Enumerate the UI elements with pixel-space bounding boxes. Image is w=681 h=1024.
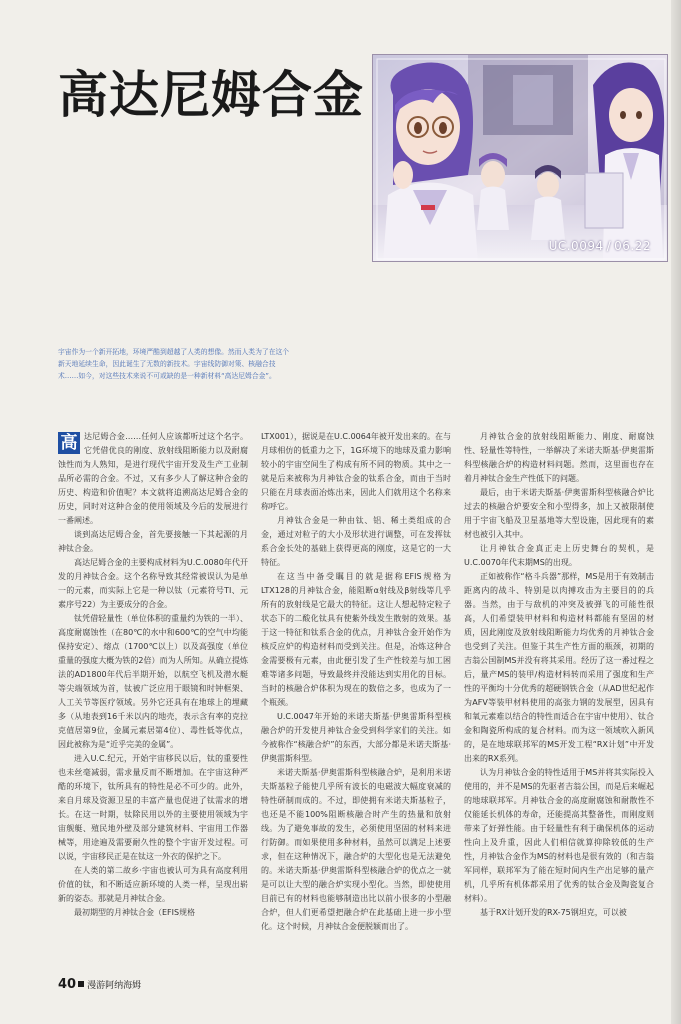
paragraph: U.C.0047年开始的米诺夫斯基·伊奥雷斯科型核融合炉的开发使月神钛合金受到科学家们的关注。如今被称作“核融合炉”的东西，大部分都是米诺夫斯基·伊奥雷斯科型。 <box>261 712 451 763</box>
page-title: 高达尼姆合金 <box>58 66 364 124</box>
column-3 <box>464 430 654 966</box>
paragraph-text: 达尼姆合金……任何人应该都听过这个名字。它凭借优良的刚度、放射线阻断能力以及耐腐蚀性而为人熟知，是进行现代宇宙开发及生产工业制品所必需的合金。不过，又有多少人了解这种合金的历史、构造和价值呢？本文就将追溯高达尼姆合金的历史，同时对这种合金的使用领域及今后的发展进行一番阐述。 <box>58 432 248 525</box>
paragraph: 正如被称作“格斗兵器”那样，MS是用于有效制击距离内的战斗、特别是以肉搏攻击为主要目的的兵器。当然，由于与敌机的冲突及被弹飞的可能性很高，人们希望装甲材料和构造材料都能有坚固的材质，因此刚度及放射线阻断能力均优秀的月神钛合金也受到了关注。但鉴于其生产性方面的瓶颈，初期的吉翁公国制MS并没有将其采用。经历了这一番过程之后，量产MS的装甲/构造材料转而采用了强度和生产性的平衡均十分优秀的超硬钢铁合金（从AD世纪起作为AFV等装甲材料使用的高张力钢的发展型，因具有和氧元素难以结合的特性而适合在宇宙中使用）、钛合金和陶瓷所构成的复合材料。而为这一领域吹入新风的，是在地球联邦军的MS开发工程“RX计划”中开发出来的RX系列。 <box>464 572 654 763</box>
paragraph: 月神钛合金是一种由钛、铝、稀土类组成的合金，通过对粒子的大小及形状进行调整，可在发挥钛系合金长处的基础上获得更高的刚度，这是它的一大特征。 <box>261 516 451 567</box>
dropcap: 高 <box>58 432 80 454</box>
square-bullet-icon <box>78 981 84 987</box>
article-body <box>58 430 654 966</box>
paragraph: 最初期型的月神钛合金（EFIS规格 <box>74 908 196 917</box>
anime-illustration <box>372 54 668 262</box>
paragraph: 最后，由于米诺夫斯基·伊奥雷斯科型核融合炉比过去的核融合炉要安全和小型得多，加上又被限制使用于宇宙飞船及卫星基地等大型设施，因此现有的素材也被引入其中。 <box>464 488 654 539</box>
caption-separator: / <box>606 239 612 253</box>
column-2 <box>261 430 451 966</box>
paragraph: LTX001），据说是在U.C.0064年被开发出来的。在与月球相仿的低重力之下，1G环境下的地球及重力影响较小的宇宙空间生了构成有所不同的物质。其中之一就是后来被称为月神钛合金的钛系合金，而由于当时只能在月球表面冶炼出来，因此人们就用这个名称来称呼它。 <box>261 432 451 511</box>
paragraph: 让月神钛合金真正走上历史舞台的契机，是U.C.0070年代末期MS的出现。 <box>464 544 654 567</box>
anime-characters-illustration <box>373 55 668 262</box>
paragraph: 基于RX计划开发的RX-75钢坦克，可以被 <box>480 908 627 917</box>
footer-label: 漫游阿纳海姆 <box>87 980 142 991</box>
paragraph: 在人类的第二故乡·宇宙也被认可为具有高度利用价值的钛，和不断适应新环境的人类一样，呈现出崭新的姿态。那就是月神钛合金。 <box>58 866 248 903</box>
paragraph <box>58 430 248 528</box>
paragraph: 月神钛合金的放射线阻断能力、刚度、耐腐蚀性、轻量性等特性，一举解决了米诺夫斯基·伊奥雷斯科型核融合炉的构造材料问题。然而，这里面也存在着月神钛合金生产性低下的问题。 <box>464 432 654 483</box>
paragraph: 谈到高达尼姆合金，首先要接触一下其起源的月神钛合金。 <box>58 530 248 553</box>
illustration-caption <box>549 239 651 253</box>
caption-uc: UC.0094 <box>548 239 604 253</box>
paragraph: 认为月神钛合金的特性适用于MS并将其实际投入使用的，并不是MS的先驱者吉翁公国，而是后来崛起的地球联邦军。月神钛合金的高度耐腐蚀和耐散性不仅能延长机体的寿命，还能提高其整备性，而刚度则带来了好弹性能。由于轻量性有利于确保机体的运动性向上及升重，因此人们相信就算抑除较低的生产性，月神钛合金作为MS的材料也是很有效的（和吉翁军同样，联邦军为了能在短时间内生产出足够的量产机，几乎所有机体都采用了优秀的钛合金及陶瓷复合材料）。 <box>464 768 654 903</box>
page-edge <box>671 0 681 1024</box>
column-1 <box>58 430 248 966</box>
intro-paragraph: 宇宙作为一个新开拓地，环境严酷到超越了人类的想像。然而人类为了在这个新天地延续生命，因此诞生了无数的新技术。宇宙线防御对策、核融合技术……如今，对这些技术来说不可或缺的是一种新材料“高达尼姆合金”。 <box>58 348 290 380</box>
paragraph: 在这当中备受瞩目的就是据称EFIS规格为LTX128的月神钛合金，能阻断α射线及β射线等几乎所有的放射线是它最大的特征。这让人想起特定粒子状态下的二酸化钛具有使紫外线发生散射的效果。基于这一特征和钛系合金的优点，月神钛合金开始作为核反应炉的构造材料而受到关注。但是，冶炼这种合金需要极有元素，由此便引发了生产性较差与加工困难等诸多问题，导致最终并没能达到实用化的目标。当时的核融合炉体积为现在的数倍之多，也成为了一个瓶颈。 <box>261 572 451 707</box>
page-number: 40 <box>58 976 77 992</box>
paragraph: 高达尼姆合金的主要构成材料为U.C.0080年代开发的月神钛合金。这个名称导致其经常被误认为是单一的元素，而实际上它是一种以钛（元素符号TI、元素序号22）为主要成分的合金。 <box>58 558 248 609</box>
paragraph: 米诺夫斯基·伊奥雷斯科型核融合炉，是利用米诺夫斯基粒子能使几乎所有波长的电磁波大幅度衰减的特性研制而成的。不过，即使拥有米诺夫斯基粒子，也还是不能100%阻断核融合时产生的热量和放射线。为了避免事故的发生，必须使用坚固的材料来进行防御。而如果使用多种材料，虽然可以满足上述要求，但在这种情况下，融合炉的大型化也是无法避免的。米诺夫斯基·伊奥雷斯科型核融合炉的优点之一就是可以让大型的融合炉实现小型化。当然，即使使用目前已有的材料也能够制造出比以前小很多的小型融合炉，但人们更希望把融合炉在此基础上进一步小型化。这个时候，月神钛合金便脱颖而出了。 <box>261 768 451 931</box>
page-footer <box>58 976 141 992</box>
caption-date: 06.22 <box>614 239 651 253</box>
paragraph: 进入U.C.纪元，开始宇宙移民以后，钛的重要性也未丝毫减弱，需求量反而不断增加。在宇宙这种严酷的环境下，钛所具有的特性是必不可少的。此外，来自月球及资源卫星的丰富产量也促进了钛需求的增长。在这一时期，钛除民用以外的主要使用领域为宇宙舰艇、殖民地外壁及部分建筑材料、宇宙用工作器械等，用途遍及需要耐久性的整个宇宙开发过程。可以说，宇宙移民正是在钛这一外衣的保护之下。 <box>58 754 248 861</box>
paragraph: 钛凭借轻量性（单位体积的重量约为铁的一半）、高度耐腐蚀性（在80℃的水中和600℃的空气中均能保持安定）、熔点（1700℃以上）以及高强度（单位重量的强度大概为铁的2倍）而为人所知。从确立提炼法的AD1800年代后半期开始，以航空飞机及潜水艇等尖端领域为首，钛被广泛应用于眼镜和时钟框架、人工关节等医疗领域。另外它还具有在地球上的埋藏多（从地表到16千米以内的地壳，表示含有率的克拉克值居第9位，金属元素居第4位）、毒性低等优点，因此被称为是“近乎完美的金属”。 <box>58 614 248 749</box>
